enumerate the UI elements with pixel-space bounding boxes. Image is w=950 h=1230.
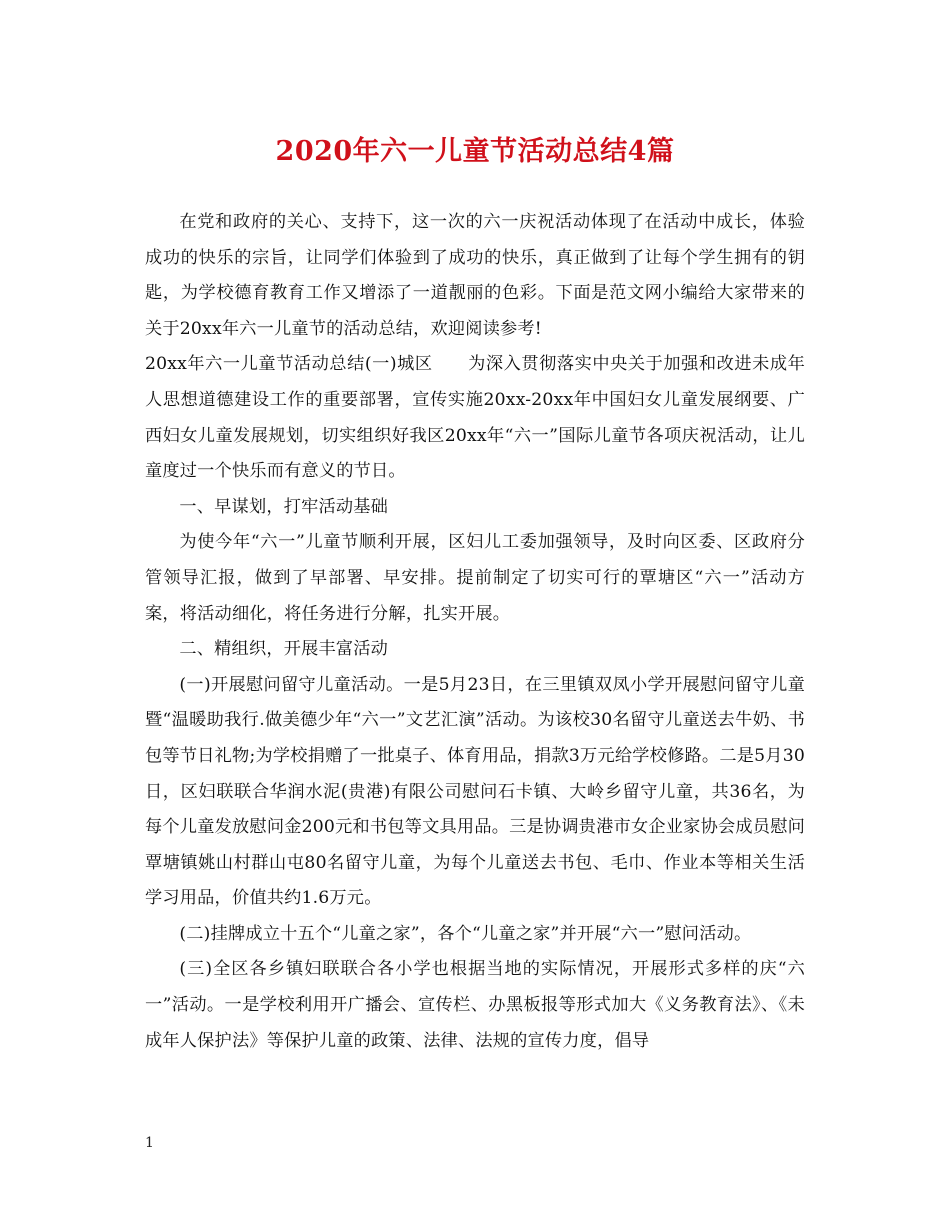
document-title: 2020年六一儿童节活动总结4篇 [275,136,675,167]
paragraph-summary-one: 20xx年六一儿童节活动总结(一)城区 为深入贯彻落实中央关于加强和改进未成年人思想道德建设工作的重要部署，宣传实施20xx-20xx年中国妇女儿童发展纲要、广西妇女儿童发展规划，切实组织好我区20xx年“六一”国际儿童节各项庆祝活动，让儿童度过一个快乐而有意义的节日。 [145,354,805,482]
paragraph-activity-two: (二)挂牌成立十五个“儿童之家”，各个“儿童之家”并开展“六一”慰问活动。 [179,923,752,944]
page-number: 1 [145,1135,154,1151]
paragraph-activity-one: (一)开展慰问留守儿童活动。一是5月23日，在三里镇双凤小学开展慰问留守儿童暨“温暖助我行.做美德少年“六一”文艺汇演”活动。为该校30名留守儿童送去牛奶、书包等节日礼物;为学校捐赠了一批桌子、体育用品，捐款3万元给学校修路。二是5月30日，区妇联联合华润水泥(贵港)有限公司慰问石卡镇、大岭乡留守儿童，共36名，为每个儿童发放慰问金200元和书包等文具用品。三是协调贵港市女企业家协会成员慰问覃塘镇姚山村群山屯80名留守儿童，为每个儿童送去书包、毛巾、作业本等相关生活学习用品，价值共约1.6万元。 [145,674,805,909]
paragraph-planning: 为使今年“六一”儿童节顺利开展，区妇儿工委加强领导，及时向区委、区政府分管领导汇报，做到了早部署、早安排。提前制定了切实可行的覃塘区“六一”活动方案，将活动细化，将任务进行分解，扎实开展。 [145,532,805,624]
paragraph-intro: 在党和政府的关心、支持下，这一次的六一庆祝活动体现了在活动中成长，体验成功的快乐的宗旨，让同学们体验到了成功的快乐，真正做到了让每个学生拥有的钥匙，为学校德育教育工作又增添了一道靓丽的色彩。下面是范文网小编给大家带来的关于20xx年六一儿童节的活动总结，欢迎阅读参考! [145,212,805,339]
section-heading-one: 一、早谋划，打牢活动基础 [179,496,389,517]
paragraph-activity-three: (三)全区各乡镇妇联联合各小学也根据当地的实际情况，开展形式多样的庆“六一”活动。一是学校利用开广播会、宣传栏、办黑板报等形式加大《义务教育法》、《未成年人保护法》等保护儿童的政策、法律、法规的宣传力度，倡导 [145,959,805,1051]
section-heading-two: 二、精组织，开展丰富活动 [179,639,389,660]
document-body [145,205,805,1059]
